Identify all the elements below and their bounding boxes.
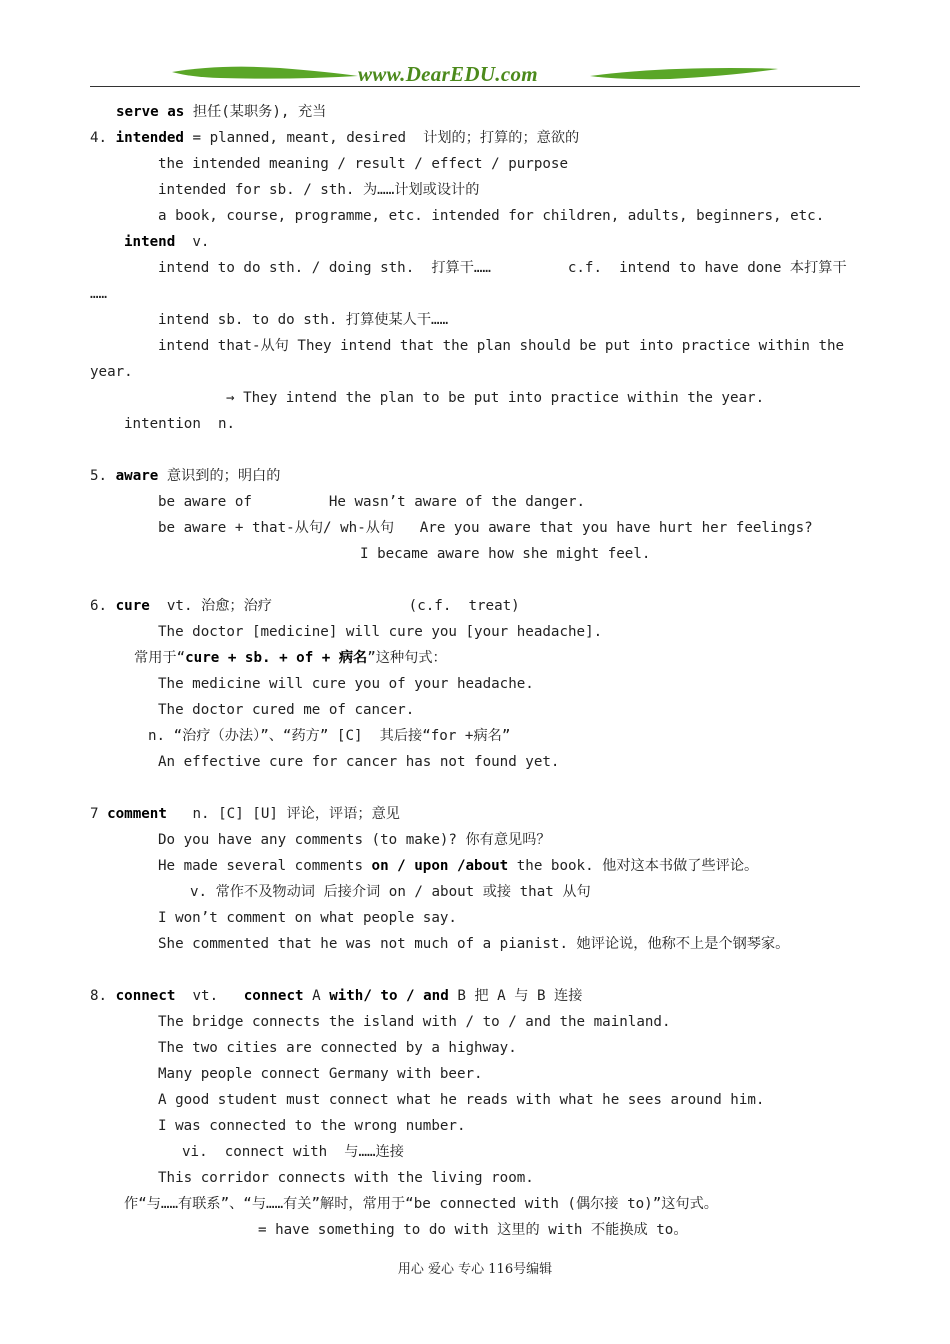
entry-6-cure-heading: 6. cure vt. 治愈；治疗 (c.f. treat) [90,598,520,614]
example-line: Many people connect Germany with beer. [158,1066,483,1082]
verb-sense-line: v. 常作不及物动词 后接介词 on / about 或接 that 从句 [190,884,591,900]
example-line: The two cities are connected by a highway. [158,1040,517,1056]
equivalence-note-line: = have something to do with 这里的 with 不能换成 to。 [258,1222,688,1238]
example-line: I became aware how she might feel. [360,546,651,562]
usage-note-line: 作“与……有联系”、“与……有关”解时，常用于“be connected with (偶尔接 to)”这句式。 [124,1196,718,1212]
example-line: A good student must connect what he reads with what he sees around him. [158,1092,765,1108]
example-line: intend that-从句 They intend that the plan should be put into practice within the [158,338,845,354]
example-line: I was connected to the wrong number. [158,1118,466,1134]
example-line: Do you have any comments (to make)? 你有意见吗？ [158,832,551,848]
transform-example-line: → They intend the plan to be put into practice within the year. [226,390,765,406]
example-line: The medicine will cure you of your headache. [158,676,534,692]
example-line: He made several comments on / upon /about the book. 他对这本书做了些评论。 [158,858,759,874]
example-line: The bridge connects the island with / to / and the mainland. [158,1014,671,1030]
entry-5-aware-heading: 5. aware 意识到的；明白的 [90,468,281,484]
usage-note-line: 常用于“cure + sb. + of + 病名”这种句式： [134,650,447,666]
header-rule [90,86,860,87]
example-line: I won’t comment on what people say. [158,910,457,926]
continuation-line: …… [90,286,108,302]
example-line: be aware of He wasn’t aware of the danger. [158,494,586,510]
subentry-intend-verb: intend v. [124,234,210,250]
example-line: a book, course, programme, etc. intended for children, adults, beginners, etc. [158,208,825,224]
example-line: The doctor [medicine] will cure you [your headache]. [158,624,603,640]
example-line: intend sb. to do sth. 打算使某人干…… [158,312,449,328]
entry-7-comment-heading: 7 comment n. [C] [U] 评论，评语；意见 [90,806,400,822]
example-line: She commented that he was not much of a pianist. 她评论说，他称不上是个钢琴家。 [158,936,790,952]
vi-sense-line: vi. connect with 与……连接 [182,1144,404,1160]
entry-4-intended-heading: 4. intended = planned, meant, desired 计划的；打算的；意欲的 [90,130,580,146]
example-line: intended for sb. / sth. 为……计划或设计的 [158,182,480,198]
subentry-intention-noun: intention n. [124,416,236,432]
page-footer: 用心 爱心 专心 116号编辑 [397,1262,553,1277]
site-logo-text[interactable]: www.DearEDU.com [358,62,538,86]
example-line: the intended meaning / result / effect / purpose [158,156,568,172]
entry-8-connect-heading: 8. connect vt. connect A with/ to / and B 把 A 与 B 连接 [90,988,583,1004]
page-header [90,60,860,92]
example-line: An effective cure for cancer has not found yet. [158,754,560,770]
noun-sense-line: n. “治疗（办法）”、“药方” [C] 其后接“for +病名” [148,728,511,744]
example-line: This corridor connects with the living room. [158,1170,534,1186]
example-line: be aware + that-从句/ wh-从句 Are you aware that you have hurt her feelings? [158,520,813,536]
example-line: The doctor cured me of cancer. [158,702,415,718]
continuation-line: year. [90,364,133,380]
example-line: intend to do sth. / doing sth. 打算干…… c.f. intend to have done 本打算干 [158,260,847,276]
line-serve-as: serve as 担任(某职务), 充当 [116,104,327,120]
